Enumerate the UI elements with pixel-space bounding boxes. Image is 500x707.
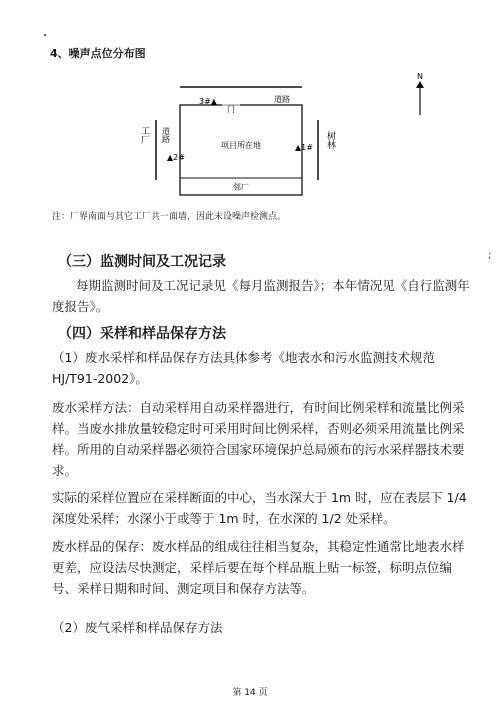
page-footer: 第 14 页 (232, 688, 268, 698)
north-arrowhead-icon (416, 81, 424, 88)
point-1-label: ▲1# (295, 143, 313, 152)
spine-mark: ; (488, 250, 492, 261)
project-label: 项目所在地 (221, 141, 261, 150)
section-3-title: （三）监测时间及工况记录 (58, 254, 226, 270)
para-sampling-method: 废水采样方法：自动采样用自动采样器进行，有时间比例采样和流量比例采样。当废水排放量较稳定时可采用时间比例采样，否则必须采用流量比例采样。所用的自动采样器必须符合国家环境保护总局颁布的污水采样器技术要求。 (52, 400, 465, 478)
para-preservation: 废水样品的保存：废水样品的组成往往相当复杂，其稳定性通常比地表水样更差，应设法尽快测定，采样后要在每个样品瓶上贴一标签，标明点位编号、采样日期和时间、测定项目和保存方法等。 (52, 539, 465, 596)
gate-label: 门 (227, 105, 235, 114)
noise-map-diagram (130, 60, 440, 205)
project-site-boundary (180, 105, 302, 195)
neighbor-label: 邻厂 (233, 183, 249, 192)
para-sampling-location: 实际的采样位置应在采样断面的中心，当水深大于 1m 时，应在表层下 1/4 深度处采样；水深小于或等于 1m 时，在水深的 1/2 处采样。 (52, 490, 467, 526)
item-1-line-2: HJ/T91-2002》。 (52, 371, 148, 386)
section-4b-title: （四）采样和样品保存方法 (58, 326, 226, 342)
factory-label: 工厂 (139, 126, 149, 144)
item-1-line-1: （1）废水采样和样品保存方法具体参考《地表水和污水监测技术规范 (52, 350, 435, 365)
item-2-title: （2）废气采样和样品保存方法 (52, 620, 223, 635)
point-3-label: 3#▲ (199, 97, 217, 106)
section-3-body: 每期监测时间及工况记录见《每月监测报告》；本年情况见《自行监测年度报告》。 (52, 278, 470, 314)
scan-dot (44, 34, 46, 36)
north-label: N (417, 72, 423, 81)
figure-note: 注：厂界南面与其它工厂共一面墙，因此未设噪声检测点。 (52, 212, 287, 222)
road-left-label: 道路 (161, 127, 171, 143)
point-2-label: ▲2# (167, 153, 185, 162)
section-4-title: 4、噪声点位分布图 (50, 47, 146, 60)
tree-label: 树林 (325, 131, 335, 149)
road-top-label: 道路 (274, 95, 290, 104)
